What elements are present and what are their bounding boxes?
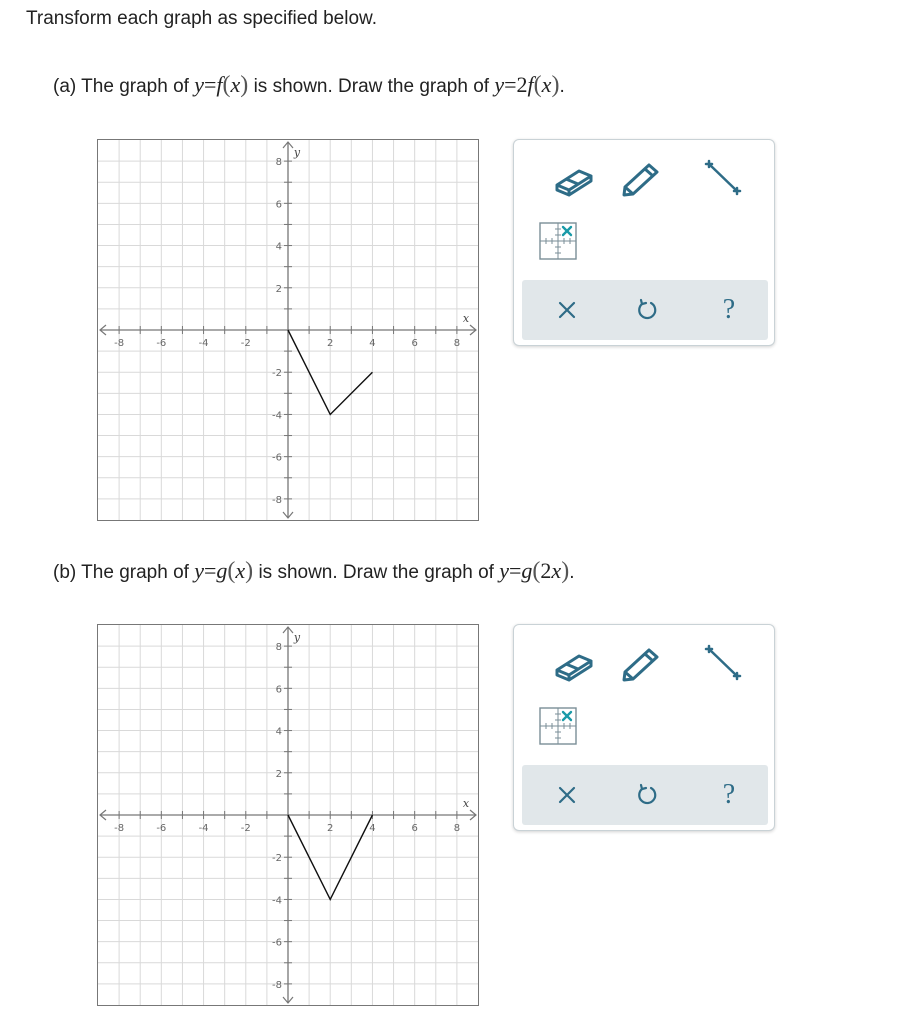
toolbox-b [513, 624, 775, 831]
clear-button[interactable] [544, 773, 590, 817]
x-tick-label: 4 [369, 823, 376, 834]
eraser-tool-button[interactable] [549, 642, 599, 688]
part-a-text-draw: is shown. Draw the graph of [253, 76, 490, 97]
help-button[interactable]: ? [722, 294, 736, 325]
part-b-given-equation: y=g(x) [194, 558, 254, 584]
x-tick-label: -2 [240, 338, 251, 349]
graph-grid-tool-button[interactable] [533, 703, 583, 749]
x-tick-label: 6 [411, 823, 418, 834]
clear-icon [557, 300, 577, 320]
x-tick-label: -8 [114, 823, 125, 834]
line-segment-icon [703, 158, 743, 198]
y-tick-label: 2 [275, 768, 282, 780]
graph-a-canvas[interactable] [97, 139, 479, 521]
y-tick-label: -6 [272, 452, 282, 464]
eraser-icon [552, 163, 596, 197]
pencil-icon [619, 644, 663, 682]
y-tick-label: -4 [272, 895, 282, 907]
eraser-tool-button[interactable] [549, 157, 599, 203]
undo-button[interactable] [624, 773, 670, 817]
y-tick-label: -4 [272, 410, 282, 422]
graph-b-svg[interactable] [98, 625, 478, 1005]
line-segment-icon [703, 643, 743, 683]
y-tick-label: -6 [272, 937, 282, 949]
action-bar-a [522, 280, 768, 340]
y-tick-label: -8 [272, 979, 282, 991]
part-b-label: (b) [53, 562, 77, 583]
x-tick-label: 6 [411, 338, 418, 349]
y-tick-label: 4 [275, 726, 282, 738]
undo-icon [635, 298, 659, 322]
line-segment-tool-button[interactable] [698, 640, 748, 686]
y-tick-label: 4 [275, 241, 282, 253]
undo-icon [635, 783, 659, 807]
x-tick-label: -6 [156, 338, 167, 349]
y-axis-label: y [293, 631, 301, 644]
graph-grid-icon [538, 706, 578, 746]
y-tick-label: 6 [275, 199, 282, 211]
x-tick-label: -4 [198, 823, 209, 834]
y-tick-label: -2 [272, 853, 282, 865]
pencil-tool-button[interactable] [616, 155, 666, 201]
part-b-prompt: (b) The graph of y=g(x) is shown. Draw the graph of y=g(2x). [53, 558, 575, 584]
x-axis-label: x [462, 797, 470, 810]
x-tick-label: 8 [453, 823, 461, 834]
action-bar-b [522, 765, 768, 825]
y-axis-label: y [293, 146, 301, 159]
x-tick-label: -6 [156, 823, 167, 834]
y-tick-label: 6 [275, 684, 282, 696]
clear-button[interactable] [544, 288, 590, 332]
y-tick-label: 8 [275, 642, 282, 654]
toolbox-a [513, 139, 775, 346]
x-tick-label: -2 [240, 823, 251, 834]
part-a-prompt: (a) The graph of y=f(x) is shown. Draw the graph of y=2f(x). [53, 72, 565, 98]
part-a-target-equation: y=2f(x) [494, 72, 560, 98]
instructions-text: Transform each graph as specified below. [26, 8, 377, 29]
help-button[interactable]: ? [722, 779, 736, 810]
graph-b-canvas[interactable] [97, 624, 479, 1006]
pencil-tool-button[interactable] [616, 640, 666, 686]
part-a-given-equation: y=f(x) [194, 72, 249, 98]
x-tick-label: -4 [198, 338, 209, 349]
eraser-icon [552, 648, 596, 682]
x-tick-label: 4 [369, 338, 376, 349]
x-axis-label: x [462, 312, 470, 325]
part-a-label: (a) [53, 76, 77, 97]
x-tick-label: 8 [453, 338, 461, 349]
graph-grid-icon [538, 221, 578, 261]
part-b-text-draw: is shown. Draw the graph of [258, 562, 494, 583]
y-tick-label: -8 [272, 494, 282, 506]
x-tick-label: -8 [114, 338, 125, 349]
part-b-target-equation: y=g(2x) [499, 558, 570, 584]
y-tick-label: -2 [272, 368, 282, 380]
undo-button[interactable] [624, 288, 670, 332]
y-tick-label: 8 [275, 157, 282, 169]
y-tick-label: 2 [275, 283, 282, 295]
pencil-icon [619, 159, 663, 197]
part-b-text-given: The graph of [81, 562, 189, 583]
line-segment-tool-button[interactable] [698, 155, 748, 201]
graph-a-svg[interactable] [98, 140, 478, 520]
x-tick-label: 2 [327, 338, 334, 349]
x-tick-label: 2 [327, 823, 334, 834]
clear-icon [557, 785, 577, 805]
graph-grid-tool-button[interactable] [533, 218, 583, 264]
part-a-text-given: The graph of [81, 76, 189, 97]
